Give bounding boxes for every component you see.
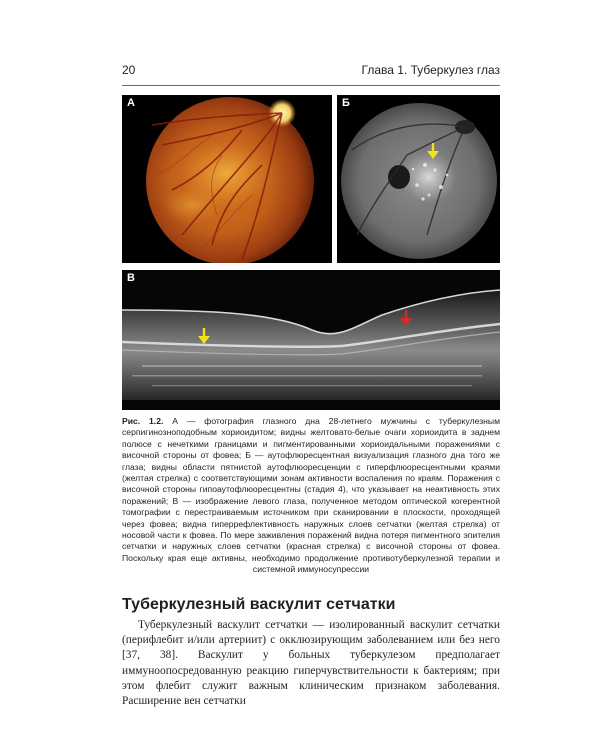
caption-label: Рис. 1.2. bbox=[122, 416, 164, 426]
page-number: 20 bbox=[122, 63, 136, 77]
figure-panel-c bbox=[122, 270, 500, 410]
page-header bbox=[122, 61, 500, 83]
figure-panel-b bbox=[337, 95, 500, 263]
panel-label-c: В bbox=[127, 272, 135, 284]
panel-label-b: Б bbox=[342, 97, 350, 109]
body-paragraph: Туберкулезный васкулит сетчатки — изолированный васкулит сетчатки (перифлебит и/или артериит) с окклюзирующим заболеванием или без него [37, 38]. Васкулит у больных туберкулезом предполагает иммуноопосредованную реакцию гиперчувствительности к бактериям; при этом флебит служит важным клиническим признаком заболевания. Расширение вен сетчатки bbox=[122, 619, 500, 708]
caption-text: А — фотография глазного дна 28-летнего мужчины с туберкулезным серпигинозноподобным хориоидитом; видны желтовато-белые очаги хориоидита в заднем полюсе с нечеткими границами и пигментированными хориоидальными поражениями с височной стороны от фовеа; Б — аутофлюресцентная визуализация глазного дна того же глаза; видны области пятнистой аутофлюоресценции с гиперфлюоресцентными краями (желтая стрелка) с соответствующими зонам активности воспаления по краям. Поражения с височной стороны гипоаутофлюоресцентны (стадия 4), что указывает на неактивность этих поражений; В — изображение левого глаза, полученное методом оптической когерентной томографии с перестраиваемым источником при сканировании в плоскости, проходящей через фовеа; видна гиперрефлективность наружных слоев сетчатки (желтая стрелка) от носовой части к фовеа. По мере заживления поражений видна потеря пигментного эпителия сетчатки и наружных слоев сетчатки (красная стрелка) с височной стороны от фовеа. Поскольку края еще активны, необходимо продолжение противотуберкулезной терапии и системной иммуносупрессии bbox=[122, 416, 501, 575]
figure-caption bbox=[122, 416, 500, 576]
panel-label-a: А bbox=[127, 97, 135, 109]
autofluorescence-image bbox=[337, 95, 500, 263]
figure-panel-a bbox=[122, 95, 332, 263]
running-title: Глава 1. Туберкулез глаз bbox=[361, 63, 500, 77]
oct-scan bbox=[122, 270, 500, 410]
header-rule bbox=[122, 85, 500, 86]
fundus-photo bbox=[122, 95, 332, 263]
section-heading: Туберкулезный васкулит сетчатки bbox=[122, 596, 396, 613]
